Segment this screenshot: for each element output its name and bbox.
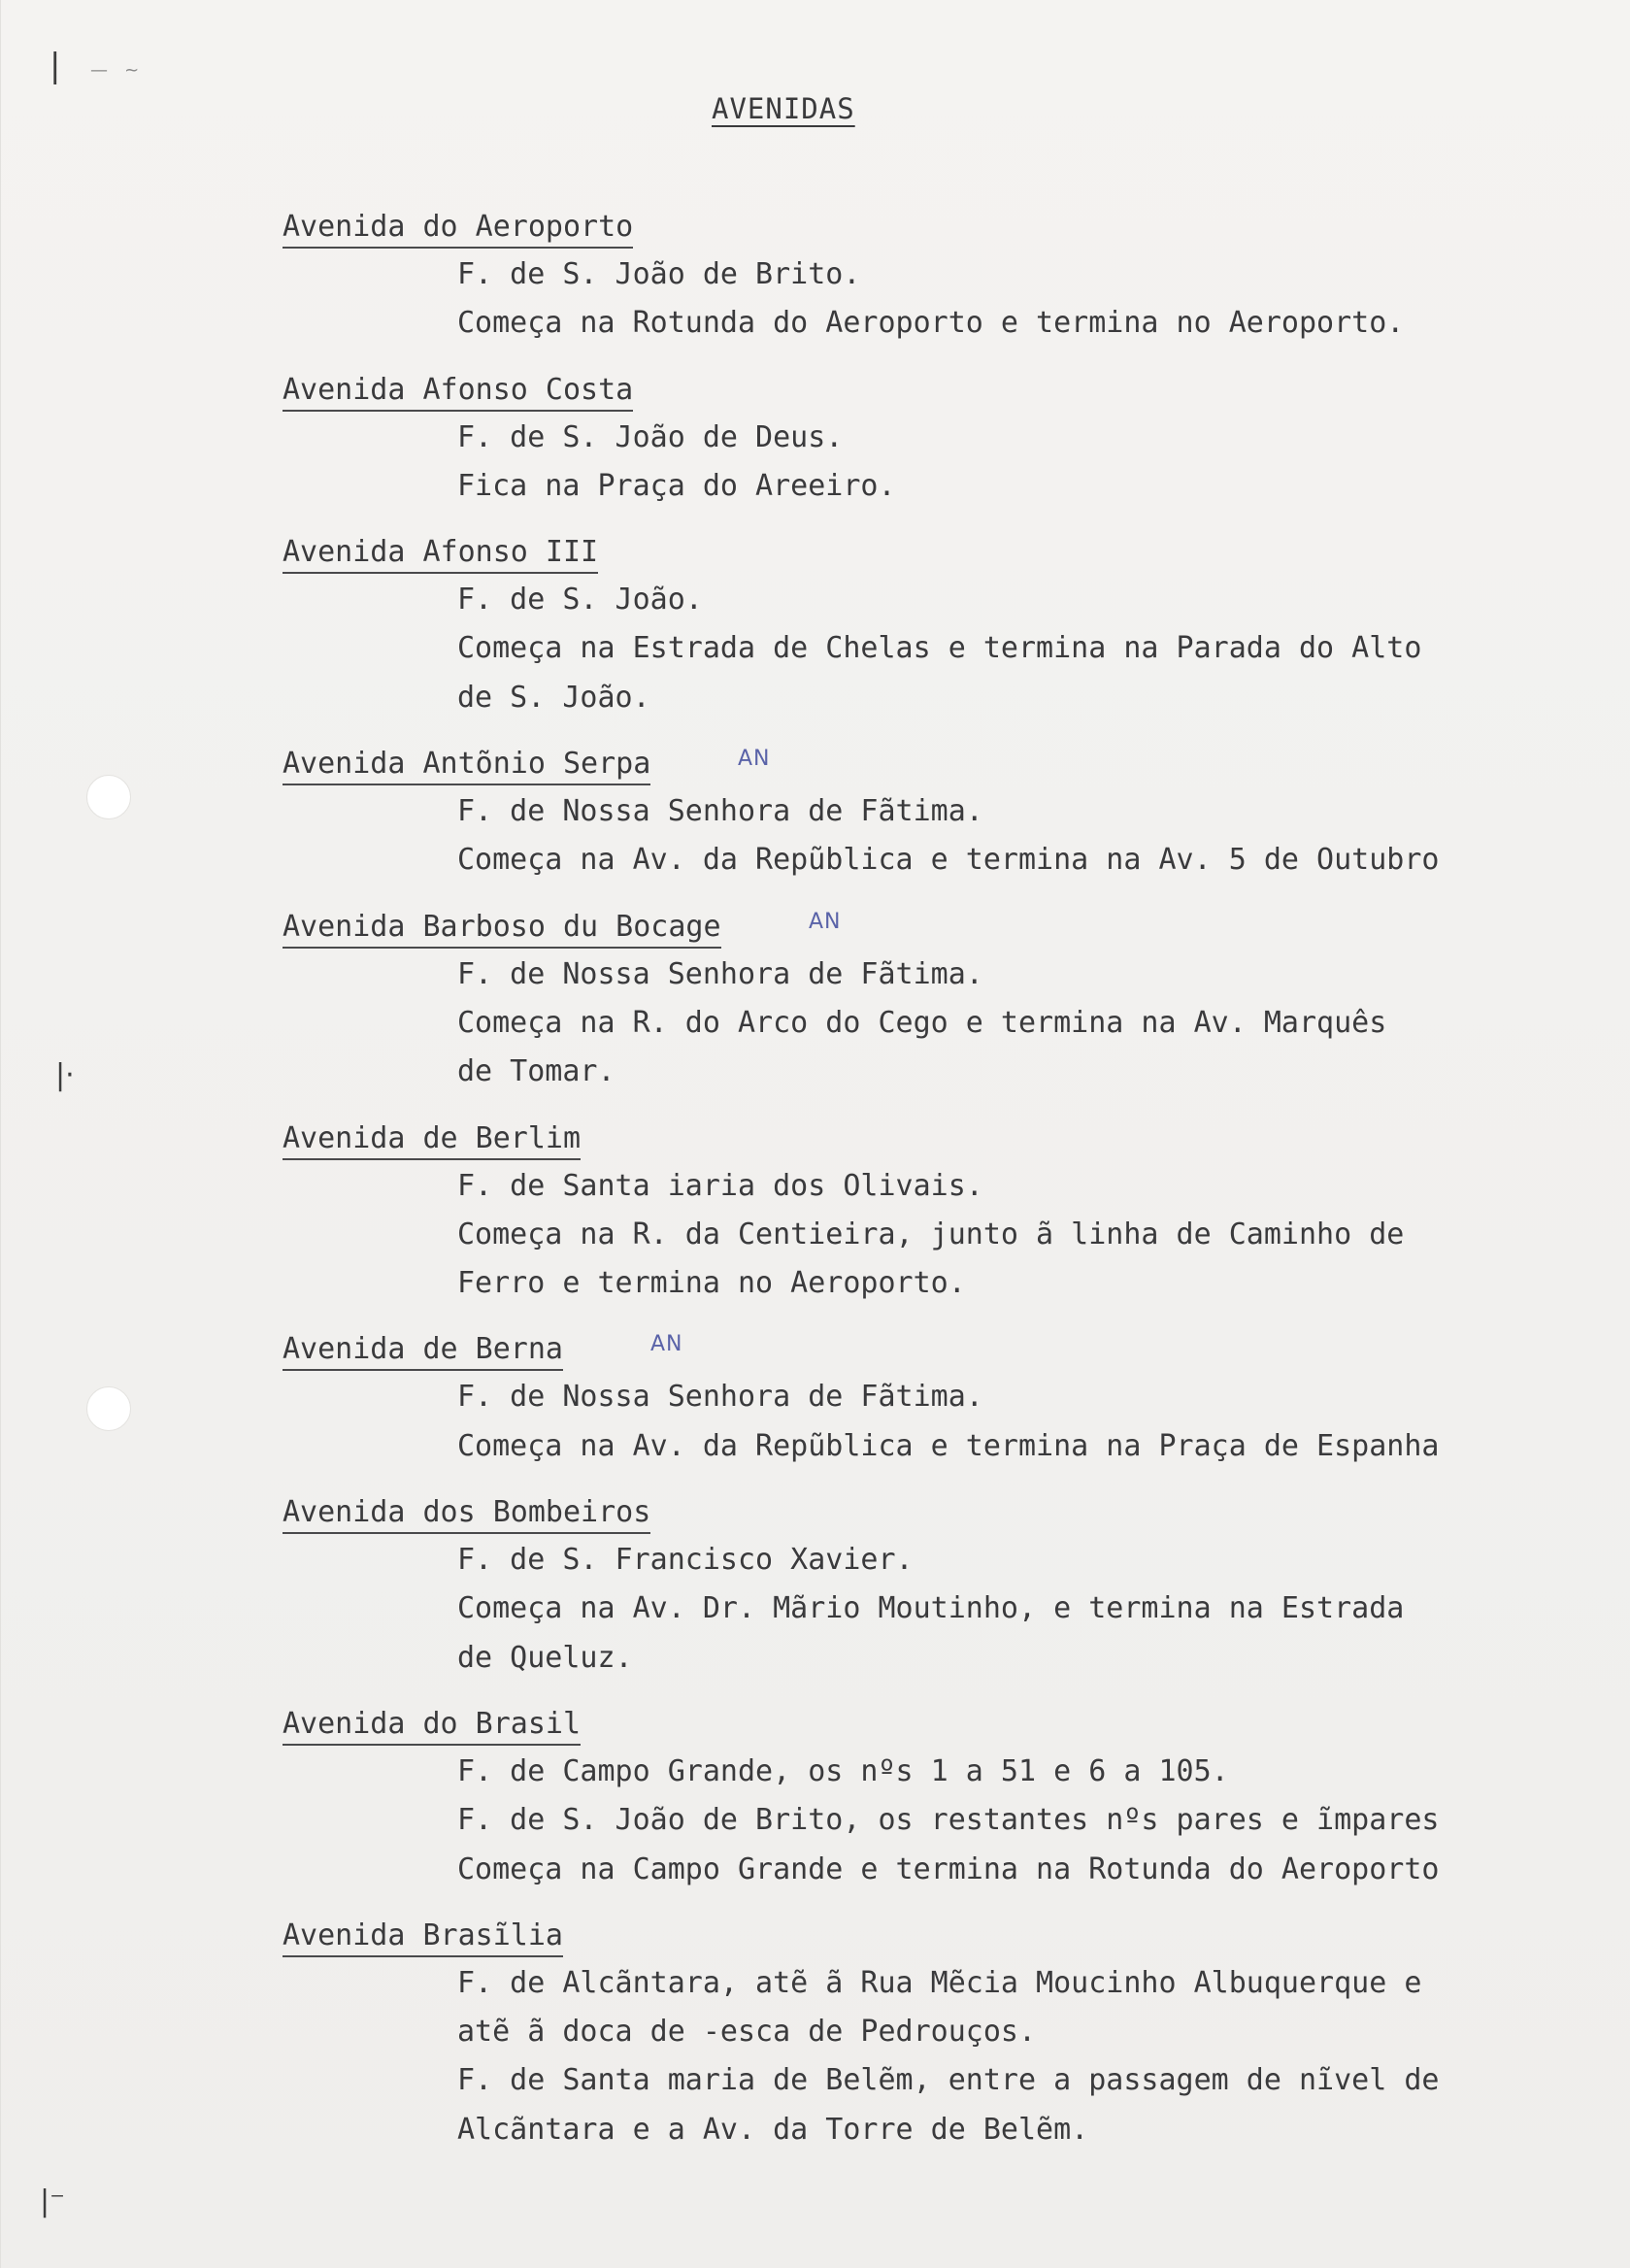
handwritten-mark: AN (809, 909, 842, 934)
avenue-detail-line: Ferro e termina no Aeroporto. (457, 1266, 966, 1301)
avenue-name: Avenida de Berlim (283, 1114, 581, 1160)
avenue-name: Avenida de Berna (283, 1324, 563, 1371)
avenue-heading-row (283, 1699, 1583, 1748)
avenue-detail-line: Começa na Av. da Repũblica e termina na Praça de Espanha (457, 1428, 1440, 1463)
avenue-heading-row (283, 365, 1583, 414)
avenue-detail-line: F. de Alcãntara, atẽ ã Rua Mẽcia Moucinho Albuquerque e (457, 1965, 1422, 2000)
handwritten-mark: AN (738, 747, 771, 772)
margin-scribble-top: | (50, 47, 61, 85)
avenue-entry (283, 902, 1583, 1114)
avenue-heading-row (283, 1324, 1583, 1373)
avenue-entry (283, 527, 1583, 739)
punch-hole-lower (86, 1386, 131, 1431)
avenue-name: Avenida Brasĩlia (283, 1911, 563, 1957)
avenue-detail-line: Começa na Av. Dr. Mãrio Moutinho, e termina na Estrada (457, 1591, 1405, 1626)
avenue-entry (283, 365, 1583, 528)
avenue-detail-line: Começa na Campo Grande e termina na Rotunda do Aeroporto (457, 1851, 1440, 1886)
avenue-name: Avenida do Aeroporto (283, 202, 633, 249)
avenue-detail-line: F. de Santa maria de Belẽm, entre a passagem de nĩvel de (457, 2063, 1440, 2098)
avenue-entry (283, 1324, 1583, 1487)
avenue-heading-row (283, 202, 1583, 250)
handwritten-mark: AN (650, 1332, 683, 1357)
avenue-entry (283, 1114, 1583, 1325)
entries-list (283, 202, 1583, 2171)
avenue-detail-line: Começa na Estrada de Chelas e termina na Parada do Alto (457, 631, 1422, 666)
avenue-name: Avenida Afonso Costa (283, 365, 633, 412)
avenue-entry (283, 1699, 1583, 1911)
avenue-heading-row (283, 1114, 1583, 1162)
avenue-detail-line: Alcãntara e a Av. da Torre de Belẽm. (457, 2112, 1089, 2147)
avenue-name: Avenida Antõnio Serpa (283, 739, 650, 785)
avenue-entry (283, 739, 1583, 902)
avenue-detail-line: de Tomar. (457, 1054, 615, 1089)
margin-scribble-top-dash: — ~ (90, 60, 140, 81)
avenue-heading-row (283, 1487, 1583, 1536)
avenue-heading-row (283, 1911, 1583, 1959)
avenue-entry (283, 1487, 1583, 1699)
avenue-name: Avenida Barboso du Bocage (283, 902, 721, 949)
avenue-detail-line: F. de S. João de Brito, os restantes nºs pares e ĩmpares (457, 1803, 1440, 1838)
avenue-detail-line: F. de Campo Grande, os nºs 1 a 51 e 6 a 105. (457, 1753, 1229, 1788)
avenue-detail-line: F. de Nossa Senhora de Fãtima. (457, 794, 983, 829)
avenue-entry (283, 202, 1583, 365)
margin-scribble-bottom: |⁻ (40, 2185, 65, 2218)
punch-hole-upper (86, 775, 131, 819)
avenue-detail-line: F. de S. Francisco Xavier. (457, 1543, 914, 1578)
avenue-detail-line: atẽ ã doca de -esca de Pedrouços. (457, 2015, 1037, 2050)
avenue-name: Avenida do Brasil (283, 1699, 581, 1746)
page-title: AVENIDAS (712, 92, 855, 125)
avenue-name: Avenida Afonso III (283, 527, 598, 574)
avenue-detail-line: F. de S. João. (457, 583, 703, 617)
avenue-heading-row (283, 527, 1583, 576)
margin-scribble-mid: |· (55, 1058, 75, 1092)
avenue-detail-line: F. de S. João de Brito. (457, 257, 861, 291)
avenue-detail-line: F. de S. João de Deus. (457, 419, 844, 454)
avenue-name: Avenida dos Bombeiros (283, 1487, 650, 1534)
avenue-detail-line: Começa na Av. da Repũblica e termina na Av. 5 de Outubro (457, 843, 1440, 878)
avenue-heading-row (283, 739, 1583, 787)
avenue-detail-line: F. de Nossa Senhora de Fãtima. (457, 1380, 983, 1415)
avenue-detail-line: de S. João. (457, 680, 650, 715)
avenue-detail-line: Começa na R. do Arco do Cego e termina na Av. Marquês (457, 1005, 1387, 1040)
avenue-detail-line: Começa na R. da Centieira, junto ã linha de Caminho de (457, 1217, 1405, 1251)
avenue-detail-line: de Queluz. (457, 1640, 633, 1675)
avenue-entry (283, 1911, 1583, 2171)
avenue-detail-line: Fica na Praça do Areeiro. (457, 468, 896, 503)
avenue-detail-line: F. de Nossa Senhora de Fãtima. (457, 956, 983, 991)
avenue-heading-row (283, 902, 1583, 951)
avenue-detail-line: Começa na Rotunda do Aeroporto e termina no Aeroporto. (457, 306, 1405, 341)
avenue-detail-line: F. de Santa iaria dos Olivais. (457, 1168, 983, 1203)
